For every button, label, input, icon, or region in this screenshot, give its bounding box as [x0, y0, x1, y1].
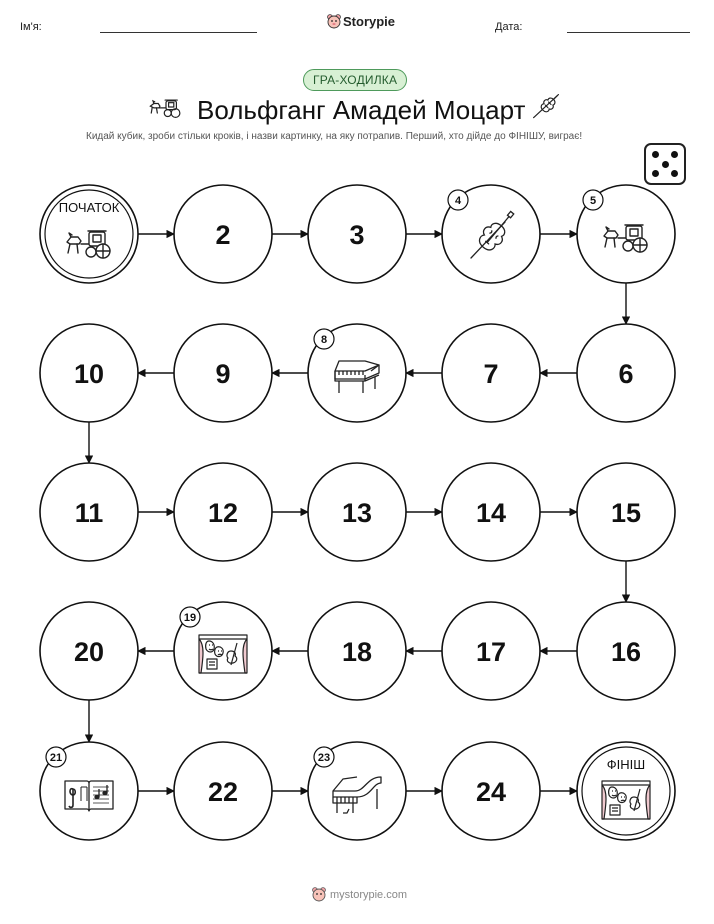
cell-number: 12	[207, 498, 239, 528]
svg-text:4: 4	[454, 195, 462, 207]
cell-number: 3	[349, 220, 365, 250]
board-cell-13[interactable]	[308, 463, 406, 561]
board-cell-14[interactable]	[442, 463, 540, 561]
cell-number-badge	[314, 329, 334, 349]
cell-number: 13	[341, 498, 373, 528]
name-label: Ім'я:	[20, 21, 42, 33]
cell-number-badge	[180, 607, 200, 627]
cell-number-badge	[448, 190, 468, 210]
music-book-icon	[65, 781, 113, 811]
board-cell-24[interactable]	[442, 742, 540, 840]
board-cell-9[interactable]	[174, 324, 272, 422]
board-cell-2[interactable]	[174, 185, 272, 283]
cell-number-badge	[46, 747, 66, 767]
footer-url[interactable]: mystorypie.com	[330, 889, 408, 901]
page-title: Вольфганг Амадей Моцарт	[197, 95, 526, 125]
board-cell-12[interactable]	[174, 463, 272, 561]
cell-number: 24	[475, 777, 507, 807]
board-cell-6[interactable]	[577, 324, 675, 422]
board-cell-8[interactable]	[308, 324, 406, 422]
board-cell-10[interactable]	[40, 324, 138, 422]
cell-number-badge	[314, 747, 334, 767]
cell-number: 22	[207, 777, 239, 807]
cell-number: 11	[74, 498, 104, 528]
board-cell-20[interactable]	[40, 602, 138, 700]
instructions: Кидай кубик, зроби стільки кроків, і назви картинку, на яку потрапив. Перший, хто дійде до ФІНІШУ, виграє!	[86, 131, 583, 142]
cell-number: 16	[610, 637, 642, 667]
storypie-footer-logo-icon	[311, 886, 327, 902]
finish-label: ФІНІШ	[606, 757, 646, 772]
board-cell-1[interactable]	[40, 185, 138, 283]
svg-text:21: 21	[49, 752, 63, 764]
cell-number-badge	[583, 190, 603, 210]
board-cell-18[interactable]	[308, 602, 406, 700]
cell-number: 15	[610, 498, 642, 528]
cell-number: 20	[73, 637, 105, 667]
cell-number: 17	[475, 637, 507, 667]
board-cell-19[interactable]	[174, 602, 272, 700]
brand-name: Storypie	[343, 14, 396, 29]
board-cell-5[interactable]	[577, 185, 675, 283]
cell-number: 9	[215, 359, 231, 389]
cell-number: 18	[341, 637, 373, 667]
board-cell-3[interactable]	[308, 185, 406, 283]
svg-text:5: 5	[589, 195, 597, 207]
start-label: ПОЧАТОК	[58, 200, 120, 215]
cell-number: 7	[483, 359, 499, 389]
board-cell-15[interactable]	[577, 463, 675, 561]
board-cell-16[interactable]	[577, 602, 675, 700]
board-cell-22[interactable]	[174, 742, 272, 840]
cell-number: 2	[215, 220, 231, 250]
board-cell-7[interactable]	[442, 324, 540, 422]
board-cell-17[interactable]	[442, 602, 540, 700]
svg-text:23: 23	[317, 752, 331, 764]
svg-text:8: 8	[320, 334, 328, 346]
board-cell-21[interactable]	[40, 742, 138, 840]
svg-text:19: 19	[183, 612, 197, 624]
game-type-badge: ГРА-ХОДИЛКА	[303, 69, 407, 91]
cell-number: 10	[73, 359, 105, 389]
cell-number: 14	[475, 498, 507, 528]
cell-number: 6	[618, 359, 634, 389]
board-cell-11[interactable]	[40, 463, 138, 561]
board-cell-23[interactable]	[308, 742, 406, 840]
date-label: Дата:	[495, 21, 523, 33]
board-cell-4[interactable]	[442, 185, 540, 283]
board-cell-25[interactable]	[577, 742, 675, 840]
